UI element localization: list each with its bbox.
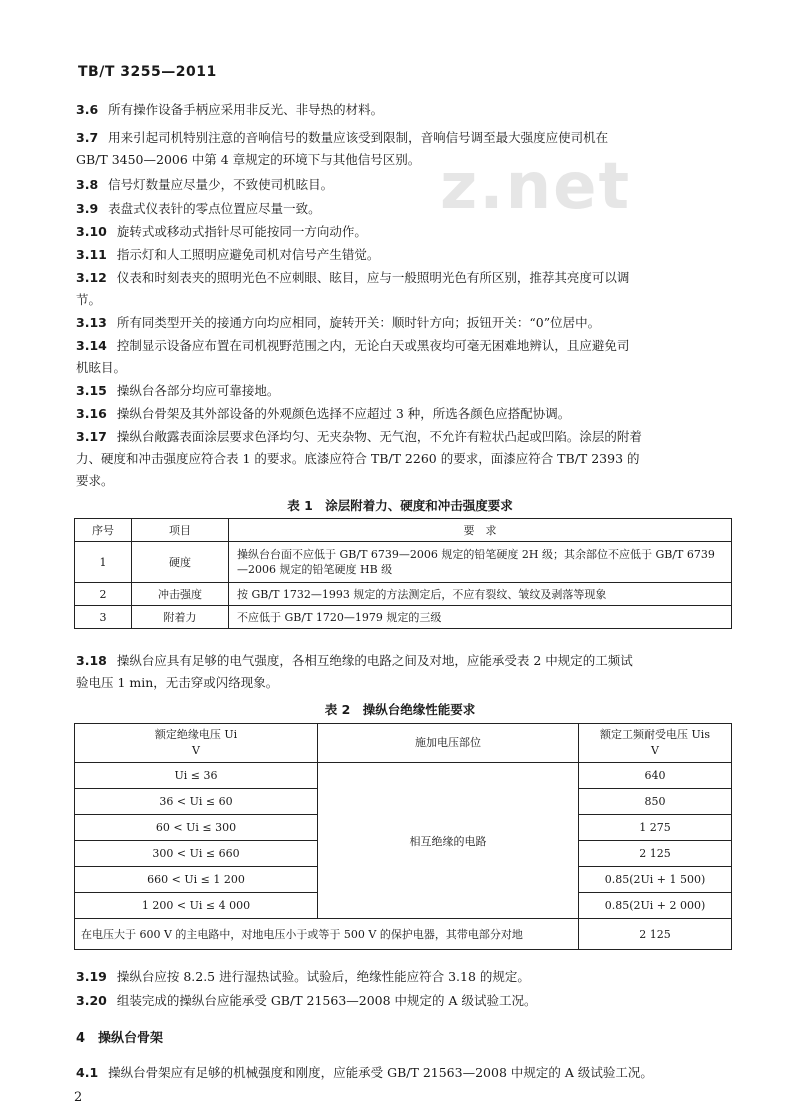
clause-3-18: 3.18 操纵台应具有足够的电气强度，各相互绝缘的电路之间及对地，应能承受表 2 中规定的工频试 验电压 1 min，无击穿或闪络现象。 [76, 653, 633, 690]
table-cell: 1 275 [579, 815, 732, 841]
table-header-unit: V [651, 744, 659, 757]
table-cell: 3 [75, 606, 132, 629]
table2-caption: 表 2 操纵台绝缘性能要求 [324, 702, 476, 717]
table-header-cell: 要 求 [229, 519, 732, 542]
table-cell: 操纵台台面不应低于 GB/T 6739—2006 规定的铅笔硬度 2H 级；其余部位不应低于 GB/T 6739—2006 规定的铅笔硬度 HB 级 [229, 542, 732, 583]
table-cell: 36 < Ui ≤ 60 [75, 789, 318, 815]
clause-3-14: 3.14 控制显示设备应布置在司机视野范围之内，无论白天或黑夜均可毫无困难地辨认，且应避免司 机眩目。 [76, 338, 630, 375]
clause-3-16: 3.16 操纵台骨架及其外部设备的外观颜色选择不应超过 3 种，所选各颜色应搭配协调。 [76, 406, 571, 421]
table-cell: 850 [579, 789, 732, 815]
table1-header-row [75, 519, 732, 542]
table-cell: 640 [579, 763, 732, 789]
table-cell: 冲击强度 [132, 583, 229, 606]
table-header-line: 额定绝缘电压 Ui [154, 728, 238, 741]
clause-3-8: 3.8 信号灯数量应尽量少，不致使司机眩目。 [76, 177, 334, 192]
clause-3-12: 3.12 仪表和时刻表夹的照明光色不应刺眼、眩目，应与一般照明光色有所区别，推荐其亮度可以调 节。 [76, 270, 630, 307]
table-row [75, 542, 732, 583]
page-number: 2 [74, 1090, 83, 1105]
table-row [75, 763, 732, 789]
table-cell-merged: 相互绝缘的电路 [318, 763, 579, 919]
clause-3-6: 3.6 所有操作设备手柄应采用非反光、非导热的材料。 [76, 102, 384, 117]
clause-3-13: 3.13 所有同类型开关的接通方向均应相同，旋转开关：顺时针方向；扳钮开关：“0”位居中。 [76, 315, 601, 330]
table2-header-row [75, 724, 732, 763]
clause-4-1: 4.1 操纵台骨架应有足够的机械强度和刚度，应能承受 GB/T 21563—2008 中规定的 A 级试验工况。 [76, 1065, 653, 1080]
table-header-cell: 项目 [132, 519, 229, 542]
watermark: z.net [440, 150, 632, 224]
section-4-heading: 4 操纵台骨架 [76, 1031, 164, 1046]
table-cell: 0.85(2Ui + 1 500) [579, 867, 732, 893]
table-cell: 0.85(2Ui + 2 000) [579, 893, 732, 919]
table-row [75, 583, 732, 606]
document-header: TB/T 3255—2011 [78, 64, 217, 80]
table-header-line: 额定工频耐受电压 Uis [600, 728, 710, 741]
table-cell: 硬度 [132, 542, 229, 583]
table-row [75, 606, 732, 629]
clause-3-15: 3.15 操纵台各部分均应可靠接地。 [76, 383, 280, 398]
table2 [74, 723, 732, 950]
table-cell: 2 125 [579, 919, 732, 950]
table-cell: 按 GB/T 1732—1993 规定的方法测定后，不应有裂纹、皱纹及剥落等现象 [229, 583, 732, 606]
table-cell: 2 [75, 583, 132, 606]
table-cell: 300 < Ui ≤ 660 [75, 841, 318, 867]
table1-caption: 表 1 涂层附着力、硬度和冲击强度要求 [287, 498, 513, 513]
table-header-cell [75, 724, 318, 763]
table-cell: 1 [75, 542, 132, 583]
table-header-cell: 施加电压部位 [318, 724, 579, 763]
table-cell: 附着力 [132, 606, 229, 629]
table-header-unit: V [192, 744, 200, 757]
table-cell: 660 < Ui ≤ 1 200 [75, 867, 318, 893]
clause-3-20: 3.20 组装完成的操纵台应能承受 GB/T 21563—2008 中规定的 A 级试验工况。 [76, 993, 537, 1008]
table-cell: 60 < Ui ≤ 300 [75, 815, 318, 841]
table-cell: 1 200 < Ui ≤ 4 000 [75, 893, 318, 919]
table-cell: Ui ≤ 36 [75, 763, 318, 789]
table-header-cell [579, 724, 732, 763]
table1 [74, 518, 732, 629]
clause-3-19: 3.19 操纵台应按 8.2.5 进行湿热试验。试验后，绝缘性能应符合 3.18 的规定。 [76, 969, 530, 984]
clause-3-10: 3.10 旋转式或移动式指针尽可能按同一方向动作。 [76, 224, 367, 239]
clause-3-9: 3.9 表盘式仪表针的零点位置应尽量一致。 [76, 201, 321, 216]
table-cell: 在电压大于 600 V 的主电路中，对地电压小于或等于 500 V 的保护电器，其带电部分对地 [75, 919, 579, 950]
clause-3-7: 3.7 用来引起司机特别注意的音响信号的数量应该受到限制，音响信号调至最大强度应使司机在 GB/T 3450—2006 中第 4 章规定的环境下与其他信号区别。 [76, 130, 609, 167]
table-cell: 不应低于 GB/T 1720—1979 规定的三级 [229, 606, 732, 629]
table-row [75, 919, 732, 950]
clause-3-17: 3.17 操纵台敞露表面涂层要求色泽均匀、无夹杂物、无气泡，不允许有粒状凸起或凹陷。涂层的附着 力、硬度和冲击强度应符合表 1 的要求。底漆应符合 TB/T 2260 的要求，面漆应符合 TB/T 2393 的 要求。 [76, 429, 642, 488]
table-cell: 2 125 [579, 841, 732, 867]
table-header-cell: 序号 [75, 519, 132, 542]
clause-3-11: 3.11 指示灯和人工照明应避免司机对信号产生错觉。 [76, 247, 380, 262]
